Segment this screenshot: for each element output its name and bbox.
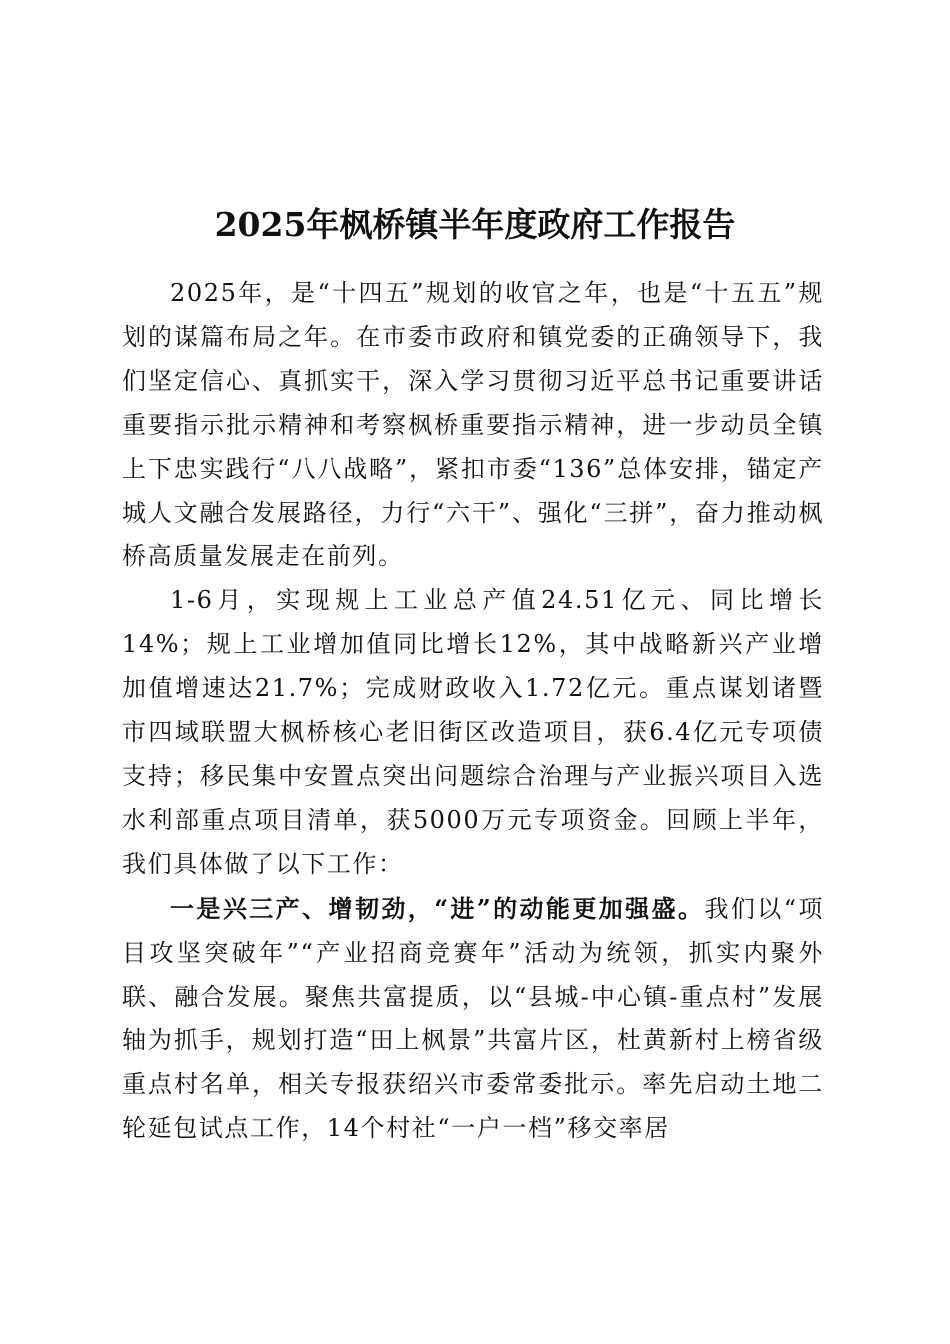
paragraph-text: 2025年，是“十四五”规划的收官之年，也是“十五五”规划的谋篇布局之年。在市委市政府和镇党委的正确领导下，我们坚定信心、真抓实干，深入学习贯彻习近平总书记重要讲话重要指示批示精神和考察枫桥重要指示精神，进一步动员全镇上下忠实践行“八八战略”，紧扣市委“136”总体安排，锚定产城人文融合发展路径，力行“六干”、强化“三拼”，奋力推动枫桥高质量发展走在前列。 <box>122 279 824 571</box>
page-title: 2025年枫桥镇半年度政府工作报告 <box>214 205 736 245</box>
paragraph-text: 1-6月，实现规上工业总产值24.51亿元、同比增长14%；规上工业增加值同比增长12%，其中战略新兴产业增加值增速达21.7%；完成财政收入1.72亿元。重点谋划诸暨市四域联盟大枫桥核心老旧街区改造项目，获6.4亿元专项债支持；移民集中安置点突出问题综合治理与产业振兴项目入选水利部重点项目清单，获5000万元专项资金。回顾上半年，我们具体做了以下工作： <box>122 586 824 878</box>
paragraph-text: 我们以“项目攻坚突破年”“产业招商竞赛年”活动为统领，抓实内聚外联、融合发展。聚焦共富提质，以“县城-中心镇-重点村”发展轴为抓手，规划打造“田上枫景”共富片区，杜黄新村上榜省级重点村名单，相关专报获绍兴市委常委批示。率先启动土地二轮延包试点工作，14个村社“一户一档”移交率居 <box>122 894 824 1143</box>
paragraph-section-one <box>122 887 824 1151</box>
paragraph-lead-heading: 一是兴三产、增韧劲，“进”的动能更加强盛。 <box>170 893 705 923</box>
paragraph-intro <box>122 272 824 579</box>
report-body <box>122 272 824 1151</box>
paragraph-statistics <box>122 579 824 886</box>
